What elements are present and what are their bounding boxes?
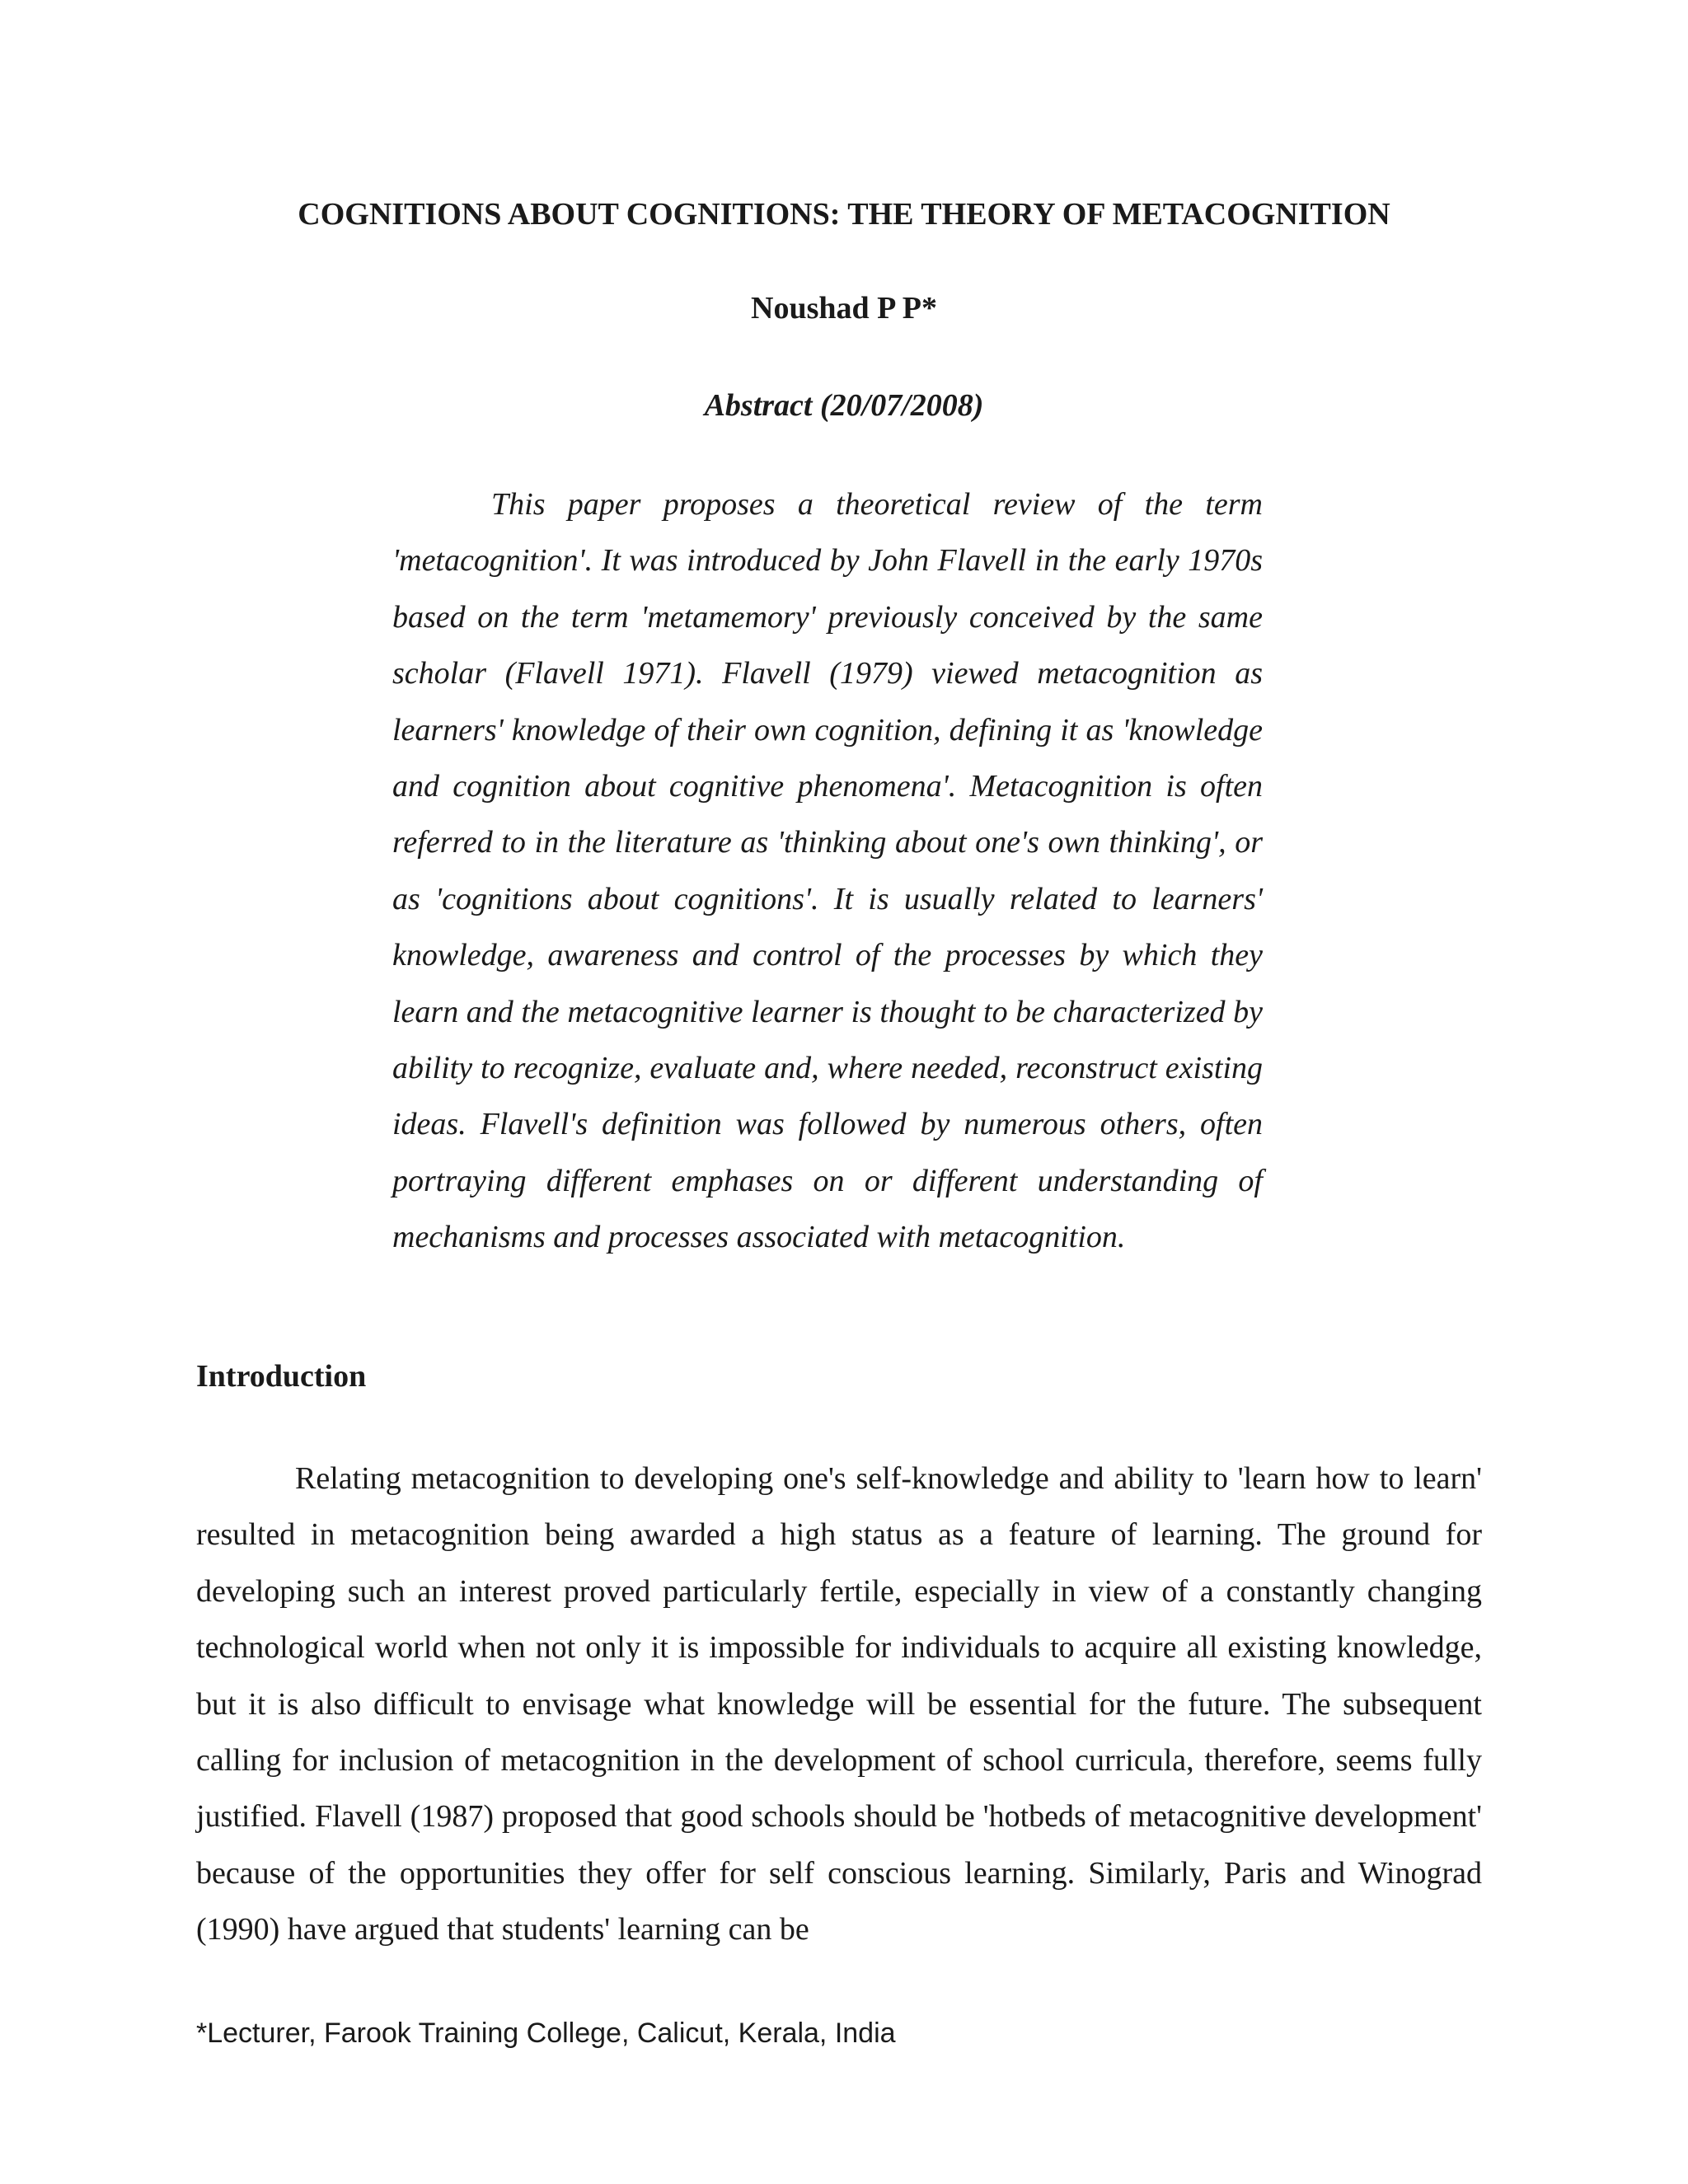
- paper-title: COGNITIONS ABOUT COGNITIONS: THE THEORY OF METACOGNITION: [298, 197, 1390, 232]
- author-footnote: *Lecturer, Farook Training College, Calicut, Kerala, India: [196, 2018, 896, 2049]
- section-heading-introduction: Introduction: [196, 1359, 367, 1394]
- abstract-body: This paper proposes a theoretical review of the term 'metacognition'. It was introduced by John Flavell in the early 1970s based on the term 'metamemory' previously conceived by the same scholar (Flavell 1971). Flavell (1979) viewed metacognition as learners' knowledge of their own cognition, defining it as 'knowledge and cognition about cognitive phenomena'. Metacognition is often referred to in the literature as 'thinking about one's own thinking', or as 'cognitions about cognitions'. It is usually related to learners' knowledge, awareness and control of the processes by which they learn and the metacognitive learner is thought to be characterized by ability to recognize, evaluate and, where needed, reconstruct existing ideas. Flavell's definition was followed by numerous others, often portraying different emphases on or different understanding of mechanisms and processes associated with metacognition.: [392, 487, 1263, 1255]
- author-name: Noushad P P*: [751, 291, 937, 326]
- abstract-heading: Abstract (20/07/2008): [704, 388, 984, 423]
- introduction-paragraph: Relating metacognition to developing one's self-knowledge and ability to 'learn how to learn' resulted in metacognition being awarded a high status as a feature of learning. The ground for developing such an interest proved particularly fertile, especially in view of a constantly changing technological world when not only it is impossible for individuals to acquire all existing knowledge, but it is also difficult to envisage what knowledge will be essential for the future. The subsequent calling for inclusion of metacognition in the development of school curricula, therefore, seems fully justified. Flavell (1987) proposed that good schools should be 'hotbeds of metacognitive development' because of the opportunities they offer for self conscious learning. Similarly, Paris and Winograd (1990) have argued that students' learning can be: [196, 1461, 1482, 1947]
